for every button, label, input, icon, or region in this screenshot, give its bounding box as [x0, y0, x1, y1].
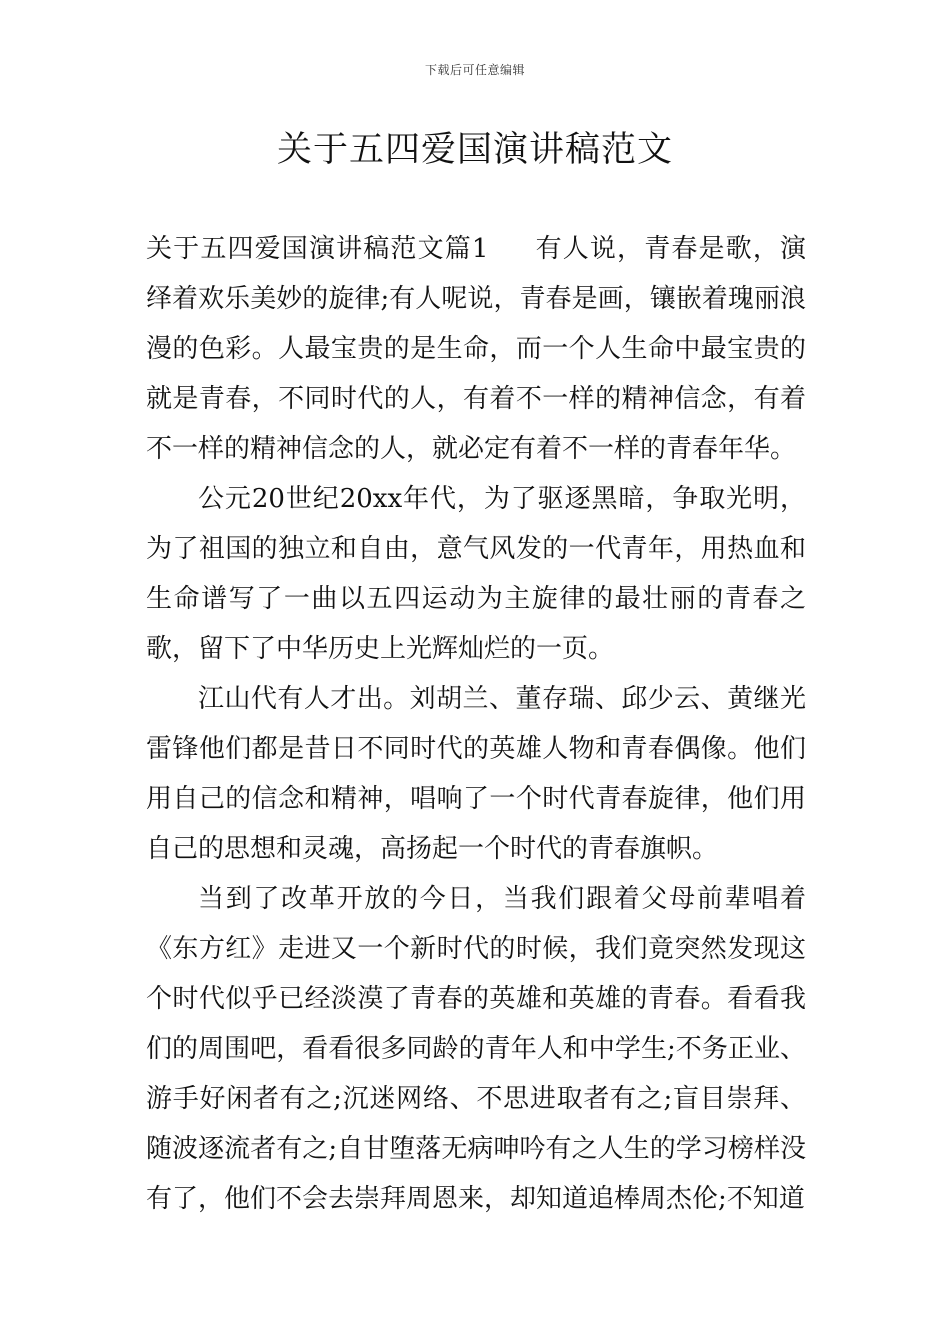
section-heading: 关于五四爱国演讲稿范文篇1	[146, 234, 489, 264]
header-note: 下载后可任意编辑	[424, 63, 525, 77]
section-1-paragraph	[146, 224, 806, 474]
body-paragraph-2: 江山代有人才出。刘胡兰、董存瑞、邱少云、黄继光雷锋他们都是昔日不同时代的英雄人物和青春偶像。他们用自己的信念和精神，唱响了一个时代青春旋律，他们用自己的思想和灵魂，高扬起一个时代的青春旗帜。	[146, 684, 806, 864]
document-body	[146, 224, 806, 1224]
section-1-text: 有人说，青春是歌，演绎着欢乐美妙的旋律;有人呢说，青春是画，镶嵌着瑰丽浪漫的色彩。人最宝贵的是生命，而一个人生命中最宝贵的就是青春，不同时代的人，有着不一样的精神信念，有着不一样的精神信念的人，就必定有着不一样的青春年华。	[146, 234, 806, 464]
document-title: 关于五四爱国演讲稿范文	[276, 130, 673, 170]
body-paragraph-3: 当到了改革开放的今日，当我们跟着父母前辈唱着《东方红》走进又一个新时代的时候，我们竟突然发现这个时代似乎已经淡漠了青春的英雄和英雄的青春。看看我们的周围吧，看看很多同龄的青年人和中学生;不务正业、游手好闲者有之;沉迷网络、不思进取者有之;盲目崇拜、随波逐流者有之;自甘堕落无病呻吟有之人生的学习榜样没有了，他们不会去崇拜周恩来，却知道追棒周杰伦;不知道	[146, 884, 806, 1214]
body-paragraph-1: 公元20世纪20xx年代，为了驱逐黑暗，争取光明，为了祖国的独立和自由，意气风发的一代青年，用热血和生命谱写了一曲以五四运动为主旋律的最壮丽的青春之歌，留下了中华历史上光辉灿烂的一页。	[146, 484, 806, 664]
